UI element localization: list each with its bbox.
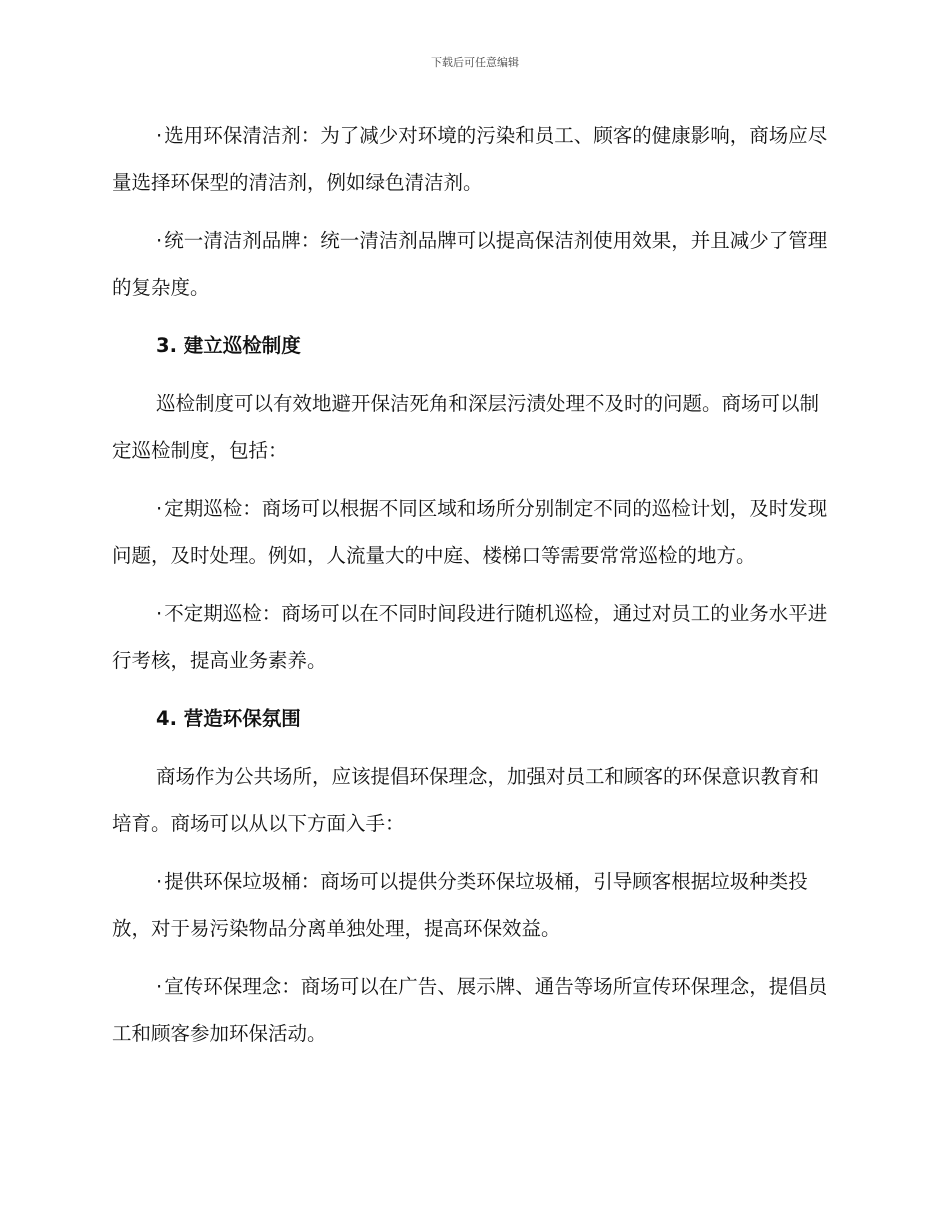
bullet-item xyxy=(112,590,832,684)
bullet-icon: · xyxy=(156,229,163,252)
bullet-item xyxy=(112,858,832,952)
bullet-icon: · xyxy=(156,124,163,147)
bullet-text: 宣传环保理念：商场可以在广告、展示牌、通告等场所宣传环保理念，提倡员工和顾客参加环保活动。 xyxy=(112,975,828,1045)
bullet-icon: · xyxy=(156,602,163,625)
bullet-item xyxy=(112,217,832,311)
section-heading: 3. 建立巡检制度 xyxy=(156,334,301,357)
bullet-item xyxy=(112,963,832,1057)
bullet-icon: · xyxy=(156,497,163,520)
paragraph: 商场作为公共场所，应该提倡环保理念，加强对员工和顾客的环保意识教育和培育。商场可以从以下方面入手： xyxy=(112,765,820,835)
bullet-text: 提供环保垃圾桶：商场可以提供分类环保垃圾桶，引导顾客根据垃圾种类投放，对于易污染物品分离单独处理，提高环保效益。 xyxy=(112,870,808,940)
bullet-item xyxy=(112,112,832,206)
page-header: 下载后可任意编辑 xyxy=(431,56,519,69)
bullet-item xyxy=(112,485,832,579)
bullet-text: 不定期巡检：商场可以在不同时间段进行随机巡检，通过对员工的业务水平进行考核，提高业务素养。 xyxy=(112,602,828,672)
bullet-icon: · xyxy=(156,870,163,893)
document-body xyxy=(112,112,832,1068)
bullet-text: 定期巡检：商场可以根据不同区域和场所分别制定不同的巡检计划，及时发现问题，及时处理。例如，人流量大的中庭、楼梯口等需要常常巡检的地方。 xyxy=(112,497,828,567)
paragraph: 巡检制度可以有效地避开保洁死角和深层污渍处理不及时的问题。商场可以制定巡检制度，包括： xyxy=(112,392,820,462)
bullet-text: 选用环保清洁剂：为了减少对环境的污染和员工、顾客的健康影响，商场应尽量选择环保型的清洁剂，例如绿色清洁剂。 xyxy=(112,124,828,194)
bullet-icon: · xyxy=(156,975,163,998)
section-heading: 4. 营造环保氛围 xyxy=(156,707,301,730)
bullet-text: 统一清洁剂品牌：统一清洁剂品牌可以提高保洁剂使用效果，并且减少了管理的复杂度。 xyxy=(112,229,828,299)
